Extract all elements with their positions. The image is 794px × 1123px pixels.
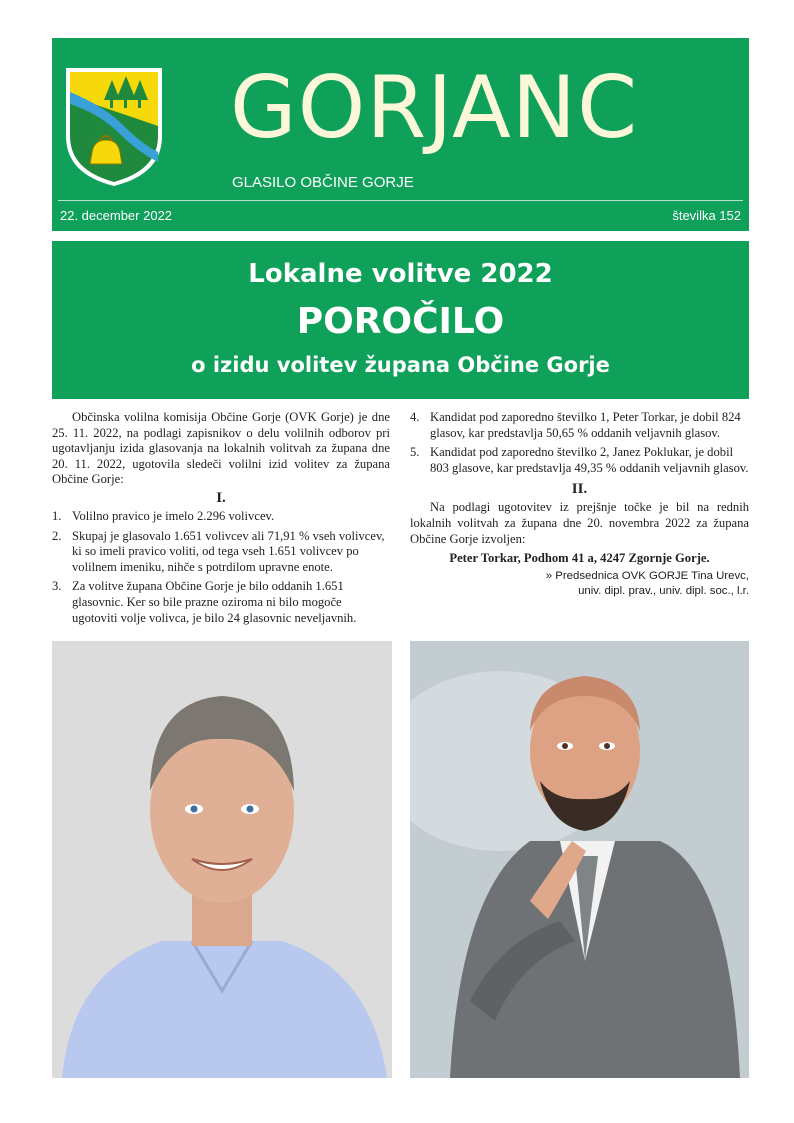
list-number: 5. (410, 445, 420, 460)
list-text: Za volitve župana Občine Gorje je bilo oddanih 1.651 glasovnic. Ker so bile prazne oziroma ni bilo mogoče ugotoviti volje volivca, je bilo 24 glasovnic neveljavnih. (72, 579, 357, 625)
list-text: Kandidat pod zaporedno številko 1, Peter Torkar, je dobil 824 glasov, kar predstavlja 50,65 % oddanih veljavnih glasov. (430, 410, 741, 440)
list-item (410, 445, 749, 476)
list-item (52, 529, 390, 576)
list-text: Skupaj je glasovalo 1.651 volivcev ali 71,91 % vseh volivcev, ki so imeli pravico voliti, od tega vseh 1.651 volivcev po volilnem imeniku, nihče s potrdilom upravne enote. (72, 528, 385, 574)
list-text: Kandidat pod zaporedno številko 2, Janez Poklukar, je dobil 803 glasove, kar predstavlja 49,35 % oddanih veljavnih glasov. (430, 445, 749, 475)
section-heading-1: I. (216, 489, 226, 506)
signature-title: univ. dipl. prav., univ. dipl. soc., l.r. (578, 584, 749, 597)
newspaper-subtitle: GLASILO OBČINE GORJE (232, 174, 414, 191)
results-list-part2 (410, 410, 749, 476)
signature-name: » Predsednica OVK GORJE Tina Urevc, (545, 569, 749, 582)
list-text: Volilno pravico je imelo 2.296 volivcev. (72, 508, 275, 523)
article-column-right (410, 410, 749, 599)
masthead-divider (58, 200, 743, 201)
list-number: 4. (410, 410, 420, 424)
candidate-photo-left (52, 641, 392, 1078)
list-number: 1. (52, 508, 62, 523)
issue-number: številka 152 (672, 208, 741, 223)
masthead (52, 38, 749, 231)
candidate-photo-right (410, 641, 749, 1078)
signature (410, 569, 749, 599)
list-item (52, 509, 390, 525)
issue-date: 22. december 2022 (60, 208, 173, 223)
list-number: 2. (52, 528, 62, 543)
headline-banner (52, 241, 749, 399)
section-heading-2: II. (571, 481, 588, 498)
elected-mayor: Peter Torkar, Podhom 41 a, 4247 Zgornje Gorje. (449, 551, 710, 566)
results-list-part1 (52, 509, 390, 626)
headline-title: POROČILO (296, 301, 505, 342)
municipality-crest-icon (64, 66, 164, 188)
article-conclusion: Na podlagi ugotovitev iz prejšnje točke je bil na rednih lokalnih volitvah za župana dne 20. novembra 2022 za župana Občine Gorje izvoljen: (410, 500, 749, 546)
list-item (410, 410, 749, 441)
article-column-left (52, 410, 390, 630)
list-number: 3. (52, 579, 62, 594)
headline-subtitle: o izidu volitev župana Občine Gorje (191, 353, 610, 377)
newspaper-title: GORJANC (230, 58, 639, 158)
list-item (52, 579, 390, 626)
article-intro: Občinska volilna komisija Občine Gorje (OVK Gorje) je dne 25. 11. 2022, na podlagi zapisnikov o delu volilnih odborov pri ugotavljanju izida glasovanja na lokalnih volitvah za župana dne 20. 11. 2022, ugotovila sledeči volilni izid volitev za župana Občine Gorje: (52, 410, 390, 487)
headline-kicker: Lokalne volitve 2022 (248, 259, 553, 289)
